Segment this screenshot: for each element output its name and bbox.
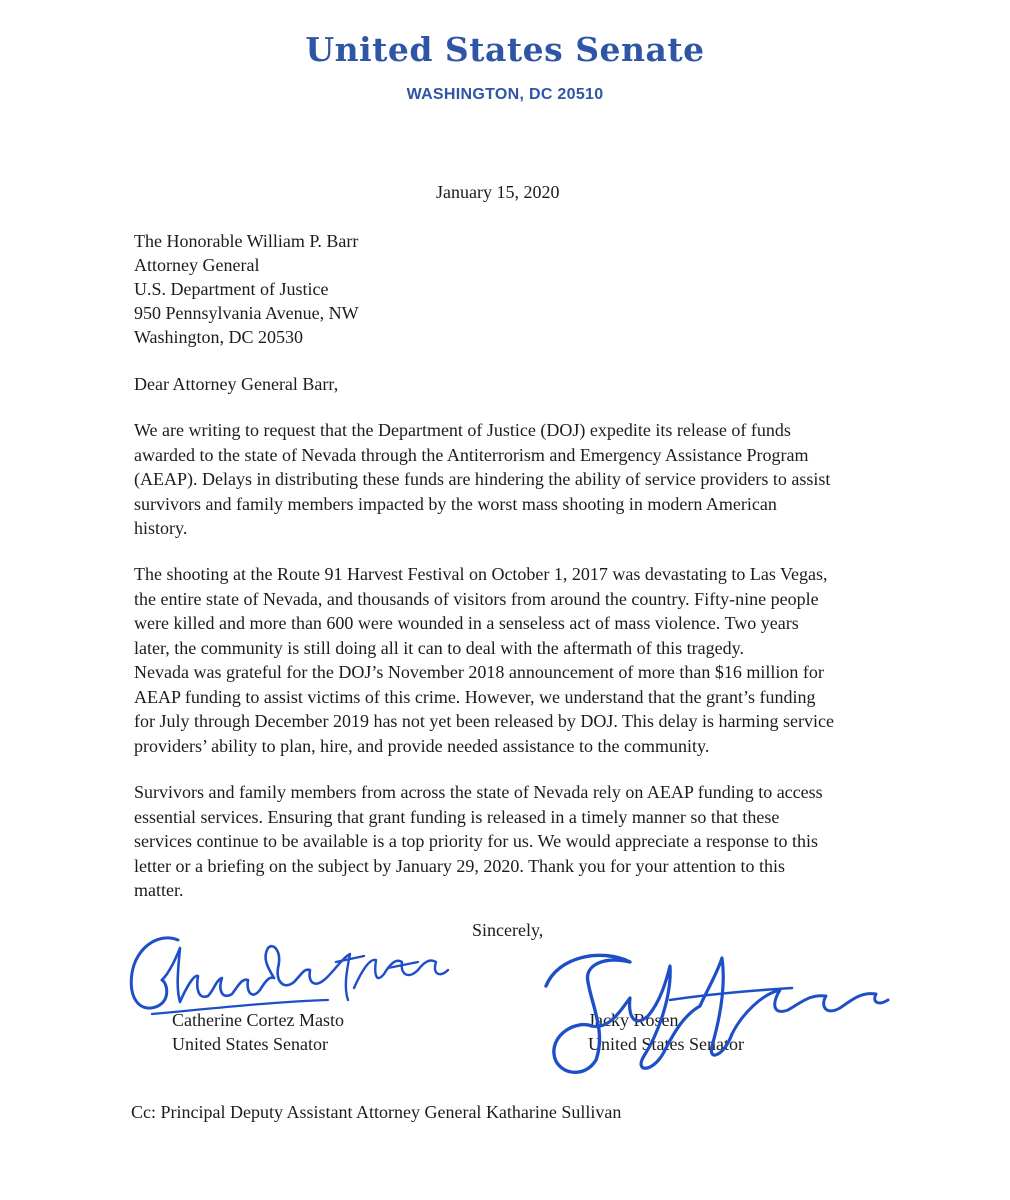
body-line: survivors and family members impacted by the worst mass shooting in modern American	[134, 493, 777, 514]
signer-title: United States Senator	[172, 1034, 328, 1054]
salutation: Dear Attorney General Barr,	[134, 374, 339, 394]
letter-date: January 15, 2020	[436, 182, 560, 202]
recipient-line: U.S. Department of Justice	[134, 279, 329, 299]
signer-title: United States Senator	[588, 1034, 744, 1054]
body-line: Survivors and family members from across the state of Nevada rely on AEAP funding to access	[134, 782, 823, 802]
body-line: matter.	[134, 880, 184, 901]
body-line: AEAP funding to assist victims of this crime. However, we understand that the grant’s funding	[134, 686, 816, 707]
body-line: The shooting at the Route 91 Harvest Festival on October 1, 2017 was devastating to Las Vegas,	[134, 564, 828, 584]
body-line: services continue to be available is a top priority for us. We would appreciate a response to this	[134, 831, 819, 852]
body-line: (AEAP). Delays in distributing these funds are hindering the ability of service providers to assist	[134, 469, 831, 490]
cc-line: Cc: Principal Deputy Assistant Attorney General Katharine Sullivan	[131, 1102, 622, 1122]
letterhead-title: United States Senate	[305, 30, 705, 69]
body-line: for July through December 2019 has not yet been released by DOJ. This delay is harming service	[134, 711, 834, 732]
signature-cortez-masto	[118, 918, 458, 1028]
closing: Sincerely,	[472, 920, 544, 940]
body-line: essential services. Ensuring that grant funding is released in a timely manner so that these	[134, 806, 780, 827]
signer-name: Jacky Rosen	[588, 1010, 679, 1030]
body-paragraph-4	[134, 780, 894, 903]
body-line: the entire state of Nevada, and thousands of visitors from around the country. Fifty-nine people	[134, 588, 819, 609]
body-paragraph-2	[134, 562, 894, 660]
signature-rosen	[510, 936, 900, 1086]
body-line: later, the community is still doing all it can to deal with the aftermath of this tragedy.	[134, 637, 744, 658]
letterhead-address: WASHINGTON, DC 20510	[406, 86, 604, 103]
recipient-line: Attorney General	[134, 255, 260, 275]
body-paragraph-3	[134, 660, 894, 758]
recipient-line: 950 Pennsylvania Avenue, NW	[134, 303, 359, 323]
body-line: Nevada was grateful for the DOJ’s November 2018 announcement of more than $16 million for	[134, 662, 824, 682]
body-paragraph-1	[134, 418, 894, 541]
body-line: letter or a briefing on the subject by January 29, 2020. Thank you for your attention to this	[134, 855, 786, 876]
body-line: providers’ ability to plan, hire, and provide needed assistance to the community.	[134, 735, 710, 756]
body-line: history.	[134, 518, 188, 539]
body-line: were killed and more than 600 were wounded in a senseless act of mass violence. Two years	[134, 613, 799, 634]
body-line: We are writing to request that the Department of Justice (DOJ) expedite its release of funds	[134, 420, 791, 440]
recipient-line: The Honorable William P. Barr	[134, 231, 359, 251]
body-line: awarded to the state of Nevada through the Antiterrorism and Emergency Assistance Program	[134, 444, 809, 465]
recipient-line: Washington, DC 20530	[134, 327, 304, 347]
signer-name: Catherine Cortez Masto	[172, 1010, 344, 1030]
